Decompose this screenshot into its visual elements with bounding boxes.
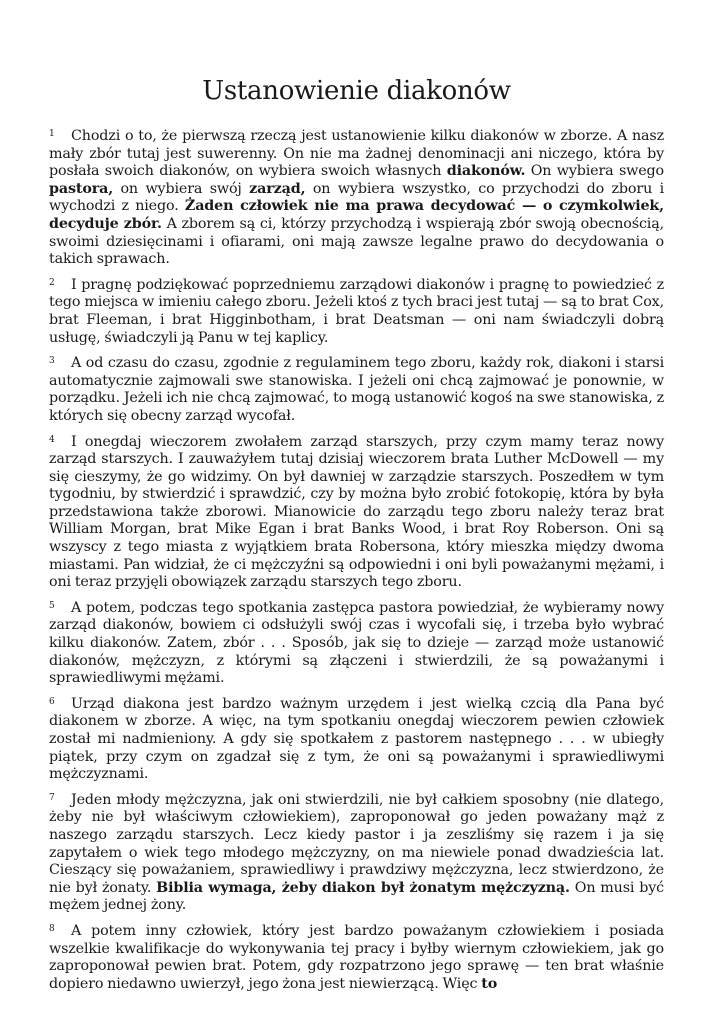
- paragraph: [49, 275, 664, 347]
- page-title: Ustanowienie diakonów: [202, 76, 511, 106]
- paragraph-text: Jeden młody mężczyzna, jak oni stwierdzili, nie był całkiem sposobny (nie dlatego, żeby nie był właściwym człowiekiem), zaproponował go jeden poważany mąż z naszego zarządu starszych. Lecz kiedy pastor i ja zeszliśmy się razem i ja się zapytałem o wiek tego młodego mężczyzny, on ma niewiele ponad dwadzieścia lat. Cieszący się poważaniem, sprawiedliwy i prawdziwy mężczyzna, lecz stwierdzono, że nie był żonaty.: [49, 791, 664, 896]
- paragraph-text: Chodzi o to, że pierwszą rzeczą jest ustanowienie kilku diakonów w zborze. A nasz mały zbór tutaj jest suwerenny. On nie ma żadnej denominacji ani niczego, która by posłała swoich diakonów, on wybiera swoich własnych: [49, 128, 664, 180]
- bold-text: Biblia wymaga, żeby diakon był żonatym mężczyzną.: [156, 879, 570, 896]
- paragraph-text: on wybiera swój: [113, 180, 250, 197]
- paragraph-number: 3: [49, 356, 55, 367]
- paragraph-text: I pragnę podziękować poprzedniemu zarządowi diakonów i pragnę to powiedzieć z tego miejsca w imieniu całego zboru. Jeżeli ktoś z tych braci jest tutaj — są to brat Cox, brat Fleeman, i brat Higginbotham, i brat Deatsman — oni nam świadczyli dobrą usługę, świadczyli ją Panu w tej kaplicy.: [49, 276, 664, 346]
- paragraph: [49, 694, 664, 784]
- paragraph-number: 1: [49, 129, 55, 139]
- bold-text: pastora,: [49, 180, 114, 197]
- paragraph-text: on wybiera wszystko, co przychodzi do zboru i wychodzi z niego.: [49, 180, 664, 215]
- paragraph-text: A potem inny człowiek, który jest bardzo poważanym człowiekiem i posiada wszelkie kwalifikacje do wykonywania tej pracy i byłby wiernym człowiekiem, jak go zaproponował pewien brat. Potem, gdy rozpatrzono jego sprawę — ten brat właśnie dopiero niedawno uwierzył, jego żona jest niewierzącą. Więc: [49, 922, 664, 992]
- paragraph-text: Urząd diakona jest bardzo ważnym urzędem i jest wielką czcią dla Pana być diakonem w zborze. A więc, na tym spotkaniu onegdaj wieczorem pewien człowiek został mi nadmieniony. A gdy się spotkałem z pastorem następnego . . . w ubiegły piątek, przy czym on zgadzał się z tym, że oni są poważanymi i sprawiedliwymi mężczyznami.: [49, 695, 664, 783]
- paragraph: [49, 353, 664, 425]
- paragraph-text: On wybiera swego: [525, 163, 664, 180]
- paragraph-text: On musi być mężem jednej żony.: [49, 879, 664, 914]
- bold-text: Żaden człowiek nie ma prawa decydować — o czymkolwiek, decyduje zbór.: [49, 198, 665, 232]
- bold-text: zarząd,: [249, 180, 306, 197]
- paragraph: [49, 126, 664, 269]
- paragraph: [49, 598, 664, 688]
- paragraph-number: 4: [49, 434, 55, 445]
- paragraph-number: 7: [49, 792, 55, 803]
- bold-text: diakonów.: [446, 163, 526, 180]
- paragraph: [49, 921, 664, 993]
- document-body: [49, 126, 664, 993]
- paragraph: [49, 432, 664, 592]
- paragraph-text: A od czasu do czasu, zgodnie z regulaminem tego zboru, każdy rok, diakoni i starsi automatycznie zajmowali swe stanowiska. I jeżeli oni chcą zajmować je ponownie, w porządku. Jeżeli ich nie chcą zajmować, to mogą ustanowić kogoś na swe stanowiska, z których się obecny zarząd wycofał.: [49, 355, 664, 424]
- paragraph: [49, 790, 664, 915]
- bold-text: to: [481, 975, 498, 992]
- paragraph-number: 2: [49, 277, 55, 288]
- paragraph-text: I onegdaj wieczorem zwołałem zarząd starszych, przy czym mamy teraz nowy zarząd starszych. I zauważyłem tutaj dzisiaj wieczorem brata Luther McDowell — my się cieszymy, że go widzimy. On był dawniej w zarządzie starszych. Poszedłem w tym tygodniu, by stwierdzić i sprawdzić, czy by można było zrobić fotokopię, która by była przedstawiona także zborowi. Mianowicie do zarządu tego zboru należy teraz brat William Morgan, brat Mike Egan i brat Banks Wood, i brat Roy Roberson. Oni są wszyscy z tego miasta z wyjątkiem brata Robersona, który mieszka między dwoma miastami. Pan widział, że ci mężczyźni są odpowiedni i oni byli poważanymi mężami, i oni teraz przyjęli obowiązek zarządu starszych tego zboru.: [49, 433, 664, 591]
- paragraph-number: 8: [49, 923, 55, 934]
- paragraph-text: A potem, podczas tego spotkania zastępca pastora powiedział, że wybieramy nowy zarząd diakonów, bowiem ci odsłużyli swój czas i wycofali się, i trzeba było wybrać kilku diakonów. Zatem, zbór . . . Sposób, jak się to dzieje — zarząd może ustanowić diakonów, mężczyzn, z którymi są złączeni i stwierdzili, że są poważanymi i sprawiedliwymi mężami.: [49, 599, 664, 687]
- paragraph-text: A zborem są ci, którzy przychodzą i wspierają zbór swoją obecnością, swoimi dziesięcinami i ofiarami, oni mają zawsze legalne prawo do decydowania o takich sprawach.: [49, 215, 664, 268]
- paragraph-number: 6: [49, 696, 55, 707]
- document-page: [49, 0, 664, 999]
- paragraph-number: 5: [49, 600, 55, 611]
